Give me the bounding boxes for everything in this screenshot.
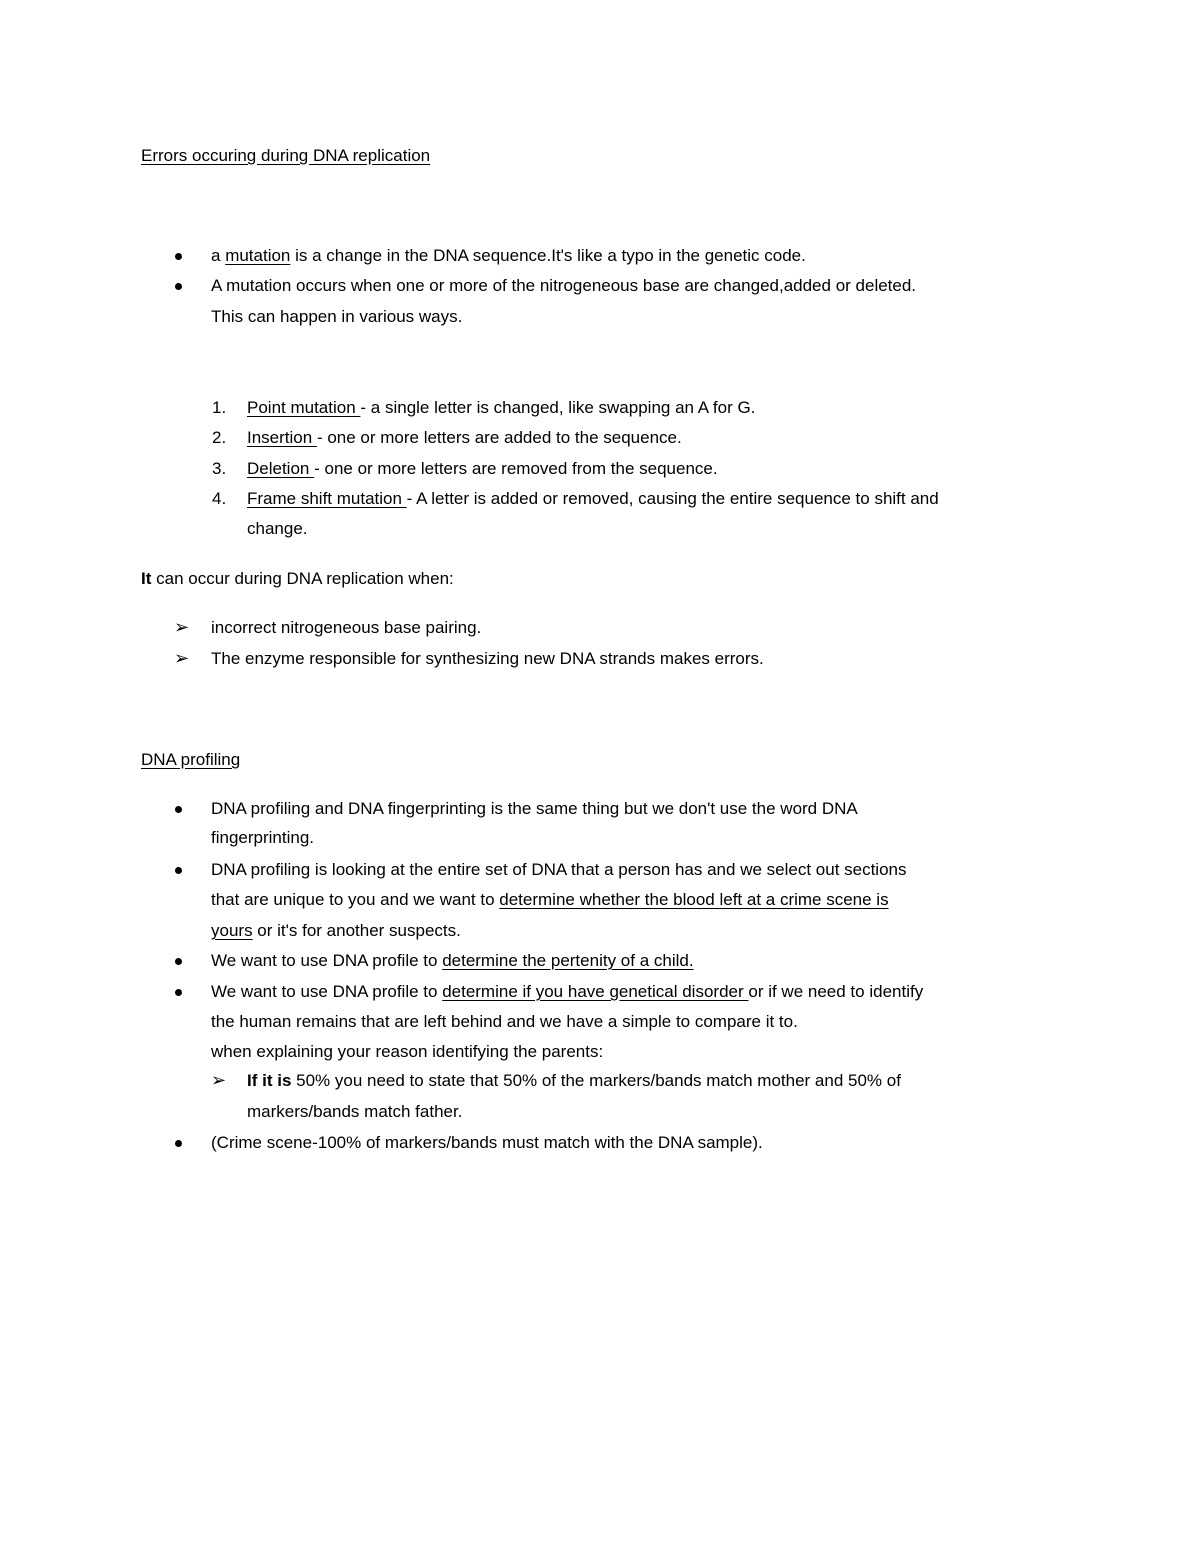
profiling-fifty-percent-cont: markers/bands match father.	[247, 1102, 463, 1121]
arrow-bullet-icon: ➢	[174, 648, 190, 669]
bullet-mutation-occurs: A mutation occurs when one or more of the nitrogeneous base are changed,added or deleted.	[211, 276, 917, 295]
profiling-entire-set: DNA profiling is looking at the entire set of DNA that a person has and we select out sections	[211, 860, 907, 879]
bullet-icon	[175, 1140, 182, 1147]
occur-intro: It can occur during DNA replication when:	[141, 569, 454, 588]
profiling-explaining-parents: when explaining your reason identifying the parents:	[211, 1042, 604, 1061]
list-item-insertion: Insertion - one or more letters are added to the sequence.	[247, 428, 682, 447]
bullet-mutation-definition: a mutation is a change in the DNA sequence.It's like a typo in the genetic code.	[211, 246, 806, 265]
arrow-bullet-icon: ➢	[211, 1070, 227, 1091]
profiling-same-thing-cont: fingerprinting.	[211, 828, 315, 847]
bullet-icon	[175, 253, 182, 260]
arrow-bullet-icon: ➢	[174, 617, 190, 638]
bullet-icon	[175, 989, 182, 996]
list-number: 3.	[212, 459, 227, 478]
bullet-icon	[175, 867, 182, 874]
list-number: 1.	[212, 398, 227, 417]
bullet-icon	[175, 958, 182, 965]
profiling-entire-set-line3: yours or it's for another suspects.	[211, 921, 461, 940]
profiling-same-thing: DNA profiling and DNA fingerprinting is the same thing but we don't use the word DNA	[211, 799, 858, 818]
list-number: 4.	[212, 489, 227, 508]
profiling-crime-scene: (Crime scene-100% of markers/bands must match with the DNA sample).	[211, 1133, 763, 1152]
list-item-frame-shift: Frame shift mutation - A letter is added or removed, causing the entire sequence to shift and	[247, 489, 939, 508]
bullet-mutation-occurs-cont: This can happen in various ways.	[211, 307, 463, 326]
list-number: 2.	[212, 428, 227, 447]
profiling-entire-set-line2: that are unique to you and we want to determine whether the blood left at a crime scene is	[211, 890, 889, 909]
occur-item-base-pairing: incorrect nitrogeneous base pairing.	[211, 618, 482, 637]
section-title-dna-profiling: DNA profiling	[141, 750, 241, 769]
profiling-fifty-percent: If it is 50% you need to state that 50% of the markers/bands match mother and 50% of	[247, 1071, 901, 1090]
profiling-human-remains: the human remains that are left behind and we have a simple to compare it to.	[211, 1012, 798, 1031]
list-item-point-mutation: Point mutation - a single letter is changed, like swapping an A for G.	[247, 398, 756, 417]
list-item-frame-shift-cont: change.	[247, 519, 308, 538]
list-item-deletion: Deletion - one or more letters are removed from the sequence.	[247, 459, 718, 478]
profiling-genetic-disorder: We want to use DNA profile to determine if you have genetical disorder or if we need to identify	[211, 982, 924, 1001]
section-title-errors: Errors occuring during DNA replication	[141, 146, 431, 165]
profiling-paternity: We want to use DNA profile to determine the pertenity of a child.	[211, 951, 694, 970]
bullet-icon	[175, 283, 182, 290]
occur-item-enzyme-errors: The enzyme responsible for synthesizing new DNA strands makes errors.	[211, 649, 764, 668]
bullet-icon	[175, 806, 182, 813]
